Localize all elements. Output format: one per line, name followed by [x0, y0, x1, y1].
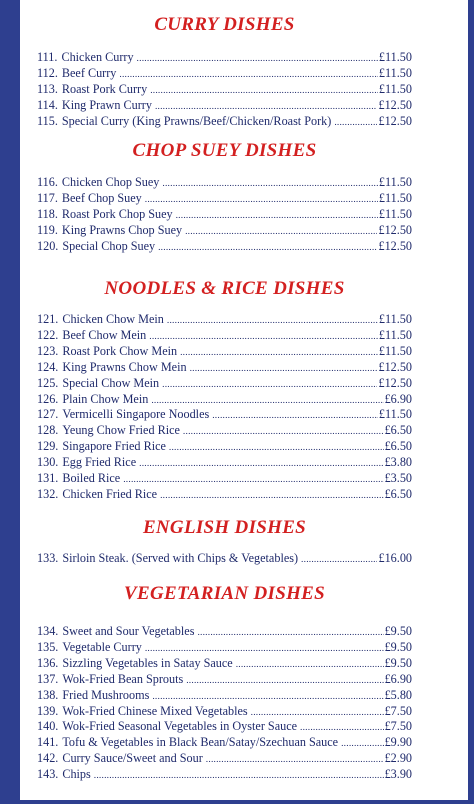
menu-item	[37, 312, 412, 328]
menu-item	[37, 656, 412, 672]
item-number: 120.	[37, 238, 59, 253]
item-number: 143.	[37, 767, 59, 782]
item-name: Roast Pork Chop Suey	[61, 206, 173, 221]
menu-item	[37, 455, 412, 471]
left-border	[0, 0, 20, 804]
item-number: 130.	[37, 455, 59, 470]
menu-item	[37, 328, 412, 344]
item-number: 111.	[37, 50, 58, 64]
item-name: Beef Chop Suey	[61, 190, 142, 205]
item-name: Beef Curry	[61, 65, 117, 80]
item-number: 141.	[37, 735, 59, 750]
item-name: Vermicelli Singapore Noodles	[62, 407, 210, 422]
item-name: King Prawns Chop Suey	[61, 222, 183, 237]
item-number: 113.	[37, 81, 58, 96]
section-title: CHOP SUEY DISHES	[132, 140, 317, 161]
item-name: Wok-Fried Chinese Mixed Vegetables	[62, 703, 248, 718]
leader-dots	[158, 241, 377, 257]
section-title: NOODLES & RICE DISHES	[104, 278, 345, 299]
item-price: £11.50	[378, 175, 412, 189]
item-price: £9.50	[384, 655, 412, 670]
item-price: £12.50	[378, 222, 412, 237]
menu-item	[37, 751, 412, 767]
item-name: Yeung Chow Fried Rice	[62, 423, 180, 438]
item-price: £11.50	[378, 65, 412, 80]
leader-dots	[301, 553, 377, 569]
item-number: 127.	[37, 407, 59, 422]
menu-item	[37, 624, 412, 640]
item-name: Curry Sauce/Sweet and Sour	[62, 751, 203, 766]
item-price: £11.50	[378, 206, 412, 221]
menu-item	[37, 487, 412, 503]
menu-item	[37, 175, 412, 191]
menu-item	[37, 767, 412, 783]
leader-dots	[94, 769, 384, 785]
item-price: £6.90	[384, 671, 412, 686]
menu-item	[37, 50, 412, 66]
item-name: Sweet and Sour Vegetables	[62, 624, 195, 638]
item-number: 142.	[37, 751, 59, 766]
item-name: Chicken Curry	[61, 50, 134, 64]
menu-item	[37, 207, 412, 223]
menu-item	[37, 672, 412, 688]
item-price: £6.50	[384, 423, 412, 438]
item-price: £9.50	[384, 624, 412, 638]
item-price: £7.50	[384, 719, 412, 734]
item-name: Roast Pork Curry	[61, 81, 148, 96]
item-number: 118.	[37, 206, 58, 221]
item-name: Wok-Fried Seasonal Vegetables in Oyster Sauce	[62, 719, 298, 734]
leader-dots	[334, 116, 377, 132]
item-price: £5.80	[384, 687, 412, 702]
menu-item	[37, 360, 412, 376]
item-price: £9.90	[384, 735, 412, 750]
item-name: Special Chow Mein	[62, 375, 160, 390]
item-name: Chicken Fried Rice	[62, 486, 158, 501]
menu-item	[37, 439, 412, 455]
menu-item	[37, 551, 412, 567]
item-price: £12.50	[378, 238, 412, 253]
item-price: £11.50	[378, 343, 412, 358]
item-name: Egg Fried Rice	[62, 455, 137, 470]
item-price: £9.50	[384, 639, 412, 654]
item-number: 140.	[37, 719, 59, 734]
section-title: VEGETARIAN DISHES	[124, 583, 325, 604]
item-number: 124.	[37, 359, 59, 374]
item-number: 117.	[37, 190, 58, 205]
item-name: Fried Mushrooms	[62, 687, 150, 702]
menu-item	[37, 239, 412, 255]
item-number: 119.	[37, 222, 58, 237]
menu-item	[37, 98, 412, 114]
item-price: £2.90	[384, 751, 412, 766]
item-price: £6.50	[384, 486, 412, 501]
menu-item	[37, 407, 412, 423]
menu-item	[37, 719, 412, 735]
item-price: £11.50	[378, 190, 412, 205]
item-number: 134.	[37, 624, 59, 638]
item-number: 129.	[37, 439, 59, 454]
item-name: Singapore Fried Rice	[62, 439, 166, 454]
item-name: Special Chop Suey	[62, 238, 156, 253]
item-price: £16.00	[378, 551, 412, 565]
menu-item	[37, 640, 412, 656]
item-name: Plain Chow Mein	[62, 391, 149, 406]
item-number: 135.	[37, 639, 59, 654]
leader-dots	[160, 489, 383, 505]
item-number: 116.	[37, 175, 58, 189]
item-price: £6.50	[384, 439, 412, 454]
menu-item	[37, 66, 412, 82]
item-name: Chicken Chop Suey	[61, 175, 160, 189]
item-number: 132.	[37, 486, 59, 501]
item-number: 128.	[37, 423, 59, 438]
item-name: Boiled Rice	[62, 471, 121, 485]
item-price: £12.50	[378, 359, 412, 374]
menu-item	[37, 704, 412, 720]
item-price: £12.50	[378, 113, 412, 128]
item-number: 133.	[37, 551, 59, 565]
item-name: Roast Pork Chow Mein	[62, 343, 178, 358]
item-number: 115.	[37, 113, 58, 128]
item-name: Beef Chow Mein	[62, 327, 147, 342]
section-title: ENGLISH DISHES	[142, 517, 307, 538]
menu-item	[37, 114, 412, 130]
item-number: 136.	[37, 655, 59, 670]
item-number: 123.	[37, 343, 59, 358]
item-price: £6.90	[384, 391, 412, 406]
item-name: Tofu & Vegetables in Black Bean/Satay/Szechuan Sauce	[62, 735, 339, 750]
item-name: Sizzling Vegetables in Satay Sauce	[62, 655, 233, 670]
item-number: 138.	[37, 687, 59, 702]
item-price: £11.50	[378, 327, 412, 342]
bottom-border	[0, 800, 474, 804]
section-title: CURRY DISHES	[154, 14, 295, 35]
item-number: 114.	[37, 97, 58, 112]
menu-item	[37, 344, 412, 360]
item-number: 125.	[37, 375, 59, 390]
menu-item	[37, 423, 412, 439]
item-name: Wok-Fried Bean Sprouts	[62, 671, 184, 686]
item-name: Chips	[62, 767, 91, 782]
menu-item	[37, 82, 412, 98]
item-price: £3.50	[384, 471, 412, 485]
item-name: Sirloin Steak. (Served with Chips & Vegetables)	[62, 551, 299, 565]
item-number: 131.	[37, 471, 59, 485]
menu-item	[37, 392, 412, 408]
item-price: £7.50	[384, 703, 412, 718]
item-number: 139.	[37, 703, 59, 718]
menu-item	[37, 471, 412, 487]
item-name: King Prawn Curry	[61, 97, 152, 112]
item-number: 137.	[37, 671, 59, 686]
item-price: £11.50	[378, 81, 412, 96]
item-price: £12.50	[378, 97, 412, 112]
item-price: £12.50	[378, 375, 412, 390]
item-price: £11.50	[378, 50, 412, 64]
item-number: 112.	[37, 65, 58, 80]
item-number: 122.	[37, 327, 59, 342]
menu-item	[37, 191, 412, 207]
menu-item	[37, 376, 412, 392]
item-price: £11.50	[378, 312, 412, 326]
menu-item	[37, 223, 412, 239]
item-name: Vegetable Curry	[62, 639, 142, 654]
item-number: 126.	[37, 391, 59, 406]
right-border	[468, 0, 474, 804]
menu-item	[37, 688, 412, 704]
item-number: 121.	[37, 312, 59, 326]
menu-item	[37, 735, 412, 751]
item-price: £3.90	[384, 767, 412, 782]
item-name: King Prawns Chow Mein	[62, 359, 187, 374]
item-name: Special Curry (King Prawns/Beef/Chicken/Roast Pork)	[61, 113, 332, 128]
item-price: £3.80	[384, 455, 412, 470]
item-name: Chicken Chow Mein	[62, 312, 164, 326]
item-price: £11.50	[378, 407, 412, 422]
